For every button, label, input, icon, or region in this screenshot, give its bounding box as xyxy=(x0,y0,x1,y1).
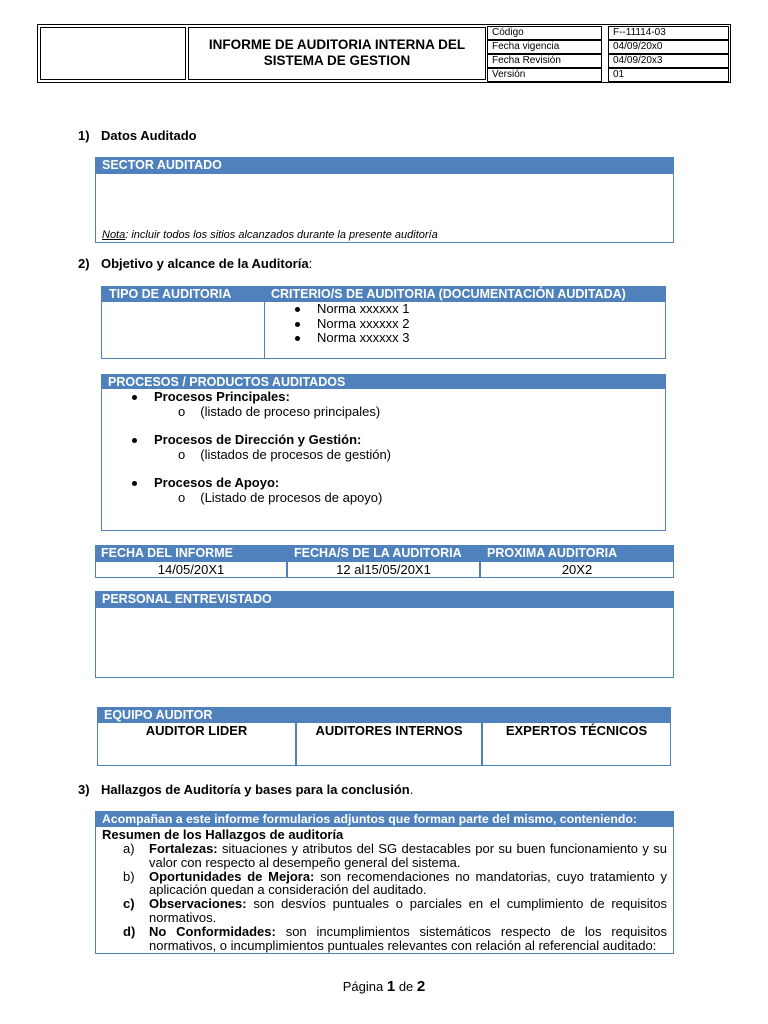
item-letter: d) xyxy=(123,923,136,939)
proceso-item: Procesos Principales: xyxy=(132,390,391,405)
footer-pagina: Página xyxy=(342,979,384,994)
proxima-auditoria-cell: 20X2 xyxy=(480,561,674,578)
section-2-title-wrap xyxy=(101,256,312,271)
fechas-auditoria-cell: 12 al15/05/20X1 xyxy=(287,561,480,578)
bullet-icon xyxy=(295,307,300,312)
bullet-icon xyxy=(132,438,137,443)
equipo-bar: EQUIPO AUDITOR xyxy=(98,708,670,723)
bullet-icon xyxy=(295,322,300,327)
header-value-version: 01 xyxy=(608,68,729,82)
auditores-internos-header: AUDITORES INTERNOS xyxy=(315,723,463,738)
resumen-title: Resumen de los Hallazgos de auditoría xyxy=(102,827,344,842)
section-1-title: Datos Auditado xyxy=(101,128,197,143)
bullet-icon xyxy=(132,481,137,486)
tipo-criterio-divider xyxy=(264,302,265,358)
section-3-title-suffix: . xyxy=(409,782,414,797)
tipo-auditoria-header: TIPO DE AUDITORIA xyxy=(109,287,232,301)
proceso-item: Procesos de Dirección y Gestión: xyxy=(132,433,391,448)
sub-bullet-icon: o xyxy=(178,446,186,462)
proceso-sub: o (listado de proceso principales) xyxy=(178,403,381,419)
bullet-icon xyxy=(132,395,137,400)
footer-current-page: 1 xyxy=(386,978,396,995)
section-2-title: Objetivo y alcance de la Auditoría xyxy=(101,256,309,271)
section-3-number: 3) xyxy=(78,782,90,797)
norma-item: Norma xxxxxx 1 xyxy=(295,302,409,317)
header-label-fecha-vigencia: Fecha vigencia xyxy=(487,40,602,54)
auditor-lider-header: AUDITOR LIDER xyxy=(145,723,248,738)
document-title xyxy=(188,37,486,69)
sector-auditado-box xyxy=(95,157,674,243)
section-1-number: 1) xyxy=(78,128,90,143)
procesos-list xyxy=(132,390,391,505)
normas-list xyxy=(295,302,409,346)
note-text: : incluir todos los sitios alcanzados durante la presente auditoría xyxy=(125,229,438,241)
footer-total-pages: 2 xyxy=(416,978,426,995)
sub-bullet-icon: o xyxy=(178,489,186,505)
item-letter: a) xyxy=(123,841,135,856)
section-3-title-wrap xyxy=(101,782,413,797)
bullet-icon xyxy=(295,336,300,341)
fecha-informe-cell: 14/05/20X1 xyxy=(95,561,287,578)
header-value-fecha-revision: 04/09/20x3 xyxy=(608,54,729,68)
header-value-fecha-vigencia: 04/09/20x0 xyxy=(608,40,729,54)
equipo-box xyxy=(97,707,671,766)
header-value-codigo: F--11114-03 xyxy=(608,26,729,40)
footer-de: de xyxy=(398,979,414,994)
section-2-title-suffix: : xyxy=(308,256,313,271)
hallazgo-item: c) Observaciones: son desvíos puntuales o parciales en el cumplimiento de requisitos normativos. xyxy=(123,896,667,925)
procesos-bar: PROCESOS / PRODUCTOS AUDITADOS xyxy=(102,375,665,389)
hallazgo-item: d) No Conformidades: son incumplimientos sistemáticos respecto de los requisitos normativos, o incumplimientos puntuales relevantes con relación al referencial auditado: xyxy=(123,923,667,953)
note-label: Nota xyxy=(102,229,126,241)
norma-item: Norma xxxxxx 3 xyxy=(295,331,409,346)
section-2-number: 2) xyxy=(78,256,90,271)
header-label-version: Versión xyxy=(487,68,602,82)
hallazgos-bar: Acompañan a este informe formularios adjuntos que forman parte del mismo, conteniendo: xyxy=(96,812,673,827)
header-label-codigo: Código xyxy=(487,26,602,40)
proceso-sub: o (Listado de procesos de apoyo) xyxy=(178,489,383,505)
item-letter: b) xyxy=(123,868,135,884)
sector-note xyxy=(102,229,438,241)
hallazgos-list xyxy=(123,842,667,952)
page-footer xyxy=(0,978,768,995)
proxima-auditoria-header: PROXIMA AUDITORIA xyxy=(487,546,618,560)
norma-item: Norma xxxxxx 2 xyxy=(295,317,409,332)
logo-cell xyxy=(40,27,186,80)
header-label-fecha-revision: Fecha Revisión xyxy=(487,54,602,68)
title-line-1: INFORME DE AUDITORIA INTERNA DEL xyxy=(208,37,466,52)
personal-box xyxy=(95,591,674,678)
item-letter: c) xyxy=(123,896,135,912)
header-table xyxy=(37,24,731,83)
fechas-auditoria-header: FECHA/S DE LA AUDITORIA xyxy=(294,546,462,560)
expertos-tecnicos-header: EXPERTOS TÉCNICOS xyxy=(505,723,648,738)
criterio-header: CRITERIO/S DE AUDITORIA (DOCUMENTACIÓN AUDITADA) xyxy=(271,287,626,301)
procesos-box xyxy=(101,374,666,531)
proceso-item: Procesos de Apoyo: xyxy=(132,476,391,491)
sub-bullet-icon: o xyxy=(178,403,186,419)
section-3-title: Hallazgos de Auditoría y bases para la conclusión xyxy=(101,782,410,797)
fechas-table xyxy=(95,545,674,578)
proceso-sub: o (listados de procesos de gestión) xyxy=(178,446,392,462)
personal-bar: PERSONAL ENTREVISTADO xyxy=(96,592,673,608)
hallazgo-item: b) Oportunidades de Mejora: son recomendaciones no mandatorias, cuyo tratamiento y aplicación quedan a consideración del auditado. xyxy=(123,868,667,898)
sector-auditado-bar: SECTOR AUDITADO xyxy=(96,158,673,174)
hallazgo-item: a) Fortalezas: situaciones y atributos del SG destacables por su buen funcionamiento y su valor con respecto al desempeño general del sistema. xyxy=(123,841,667,870)
hallazgos-box xyxy=(95,811,674,954)
fecha-informe-header: FECHA DEL INFORME xyxy=(101,546,233,560)
title-line-2: SISTEMA DE GESTION xyxy=(263,53,411,68)
tipo-criterio-table xyxy=(101,286,666,359)
